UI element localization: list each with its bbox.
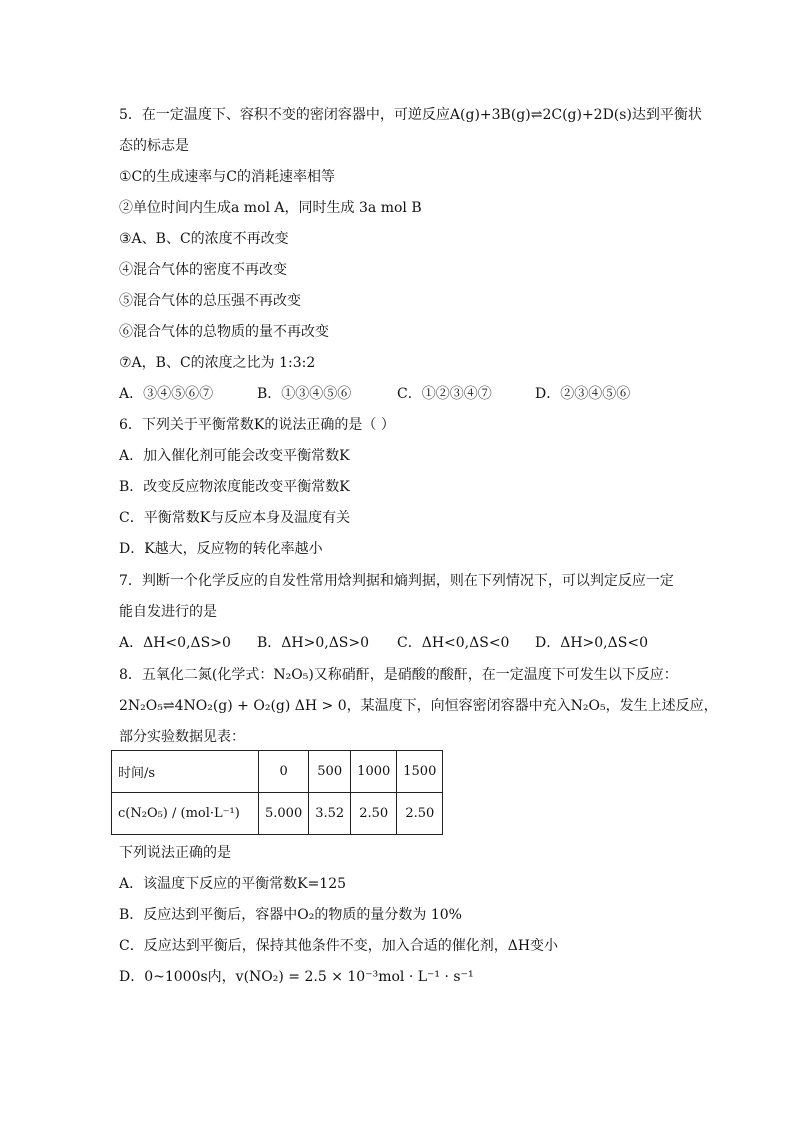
table-header-time: 时间/s bbox=[112, 751, 259, 793]
q5-item-6: ⑥混合气体的总物质的量不再改变 bbox=[119, 324, 329, 340]
table-row-concentration bbox=[112, 793, 443, 835]
q5-item-5: ⑤混合气体的总压强不再改变 bbox=[119, 293, 301, 309]
table-cell: 1500 bbox=[397, 751, 443, 793]
q8-stem-line-2: 2N₂O₅⇌4NO₂(g) + O₂(g) ΔH > 0，某温度下，向恒容密闭容器中充入N₂O₅，发生上述反应， bbox=[119, 698, 718, 714]
table-header-concentration: c(N₂O₅) / (mol·L⁻¹) bbox=[112, 793, 259, 835]
q8-option-d[interactable]: D．0~1000s内，v(NO₂) = 2.5 × 10⁻³mol · L⁻¹ · s⁻¹ bbox=[119, 969, 474, 985]
q5-stem-line-2: 态的标志是 bbox=[119, 138, 189, 154]
q8-stem-line-1: 8．五氧化二氮(化学式：N₂O₅)又称硝酐，是硝酸的酸酐，在一定温度下可发生以下反应： bbox=[119, 667, 678, 683]
q5-item-7: ⑦A，B、C的浓度之比为 1:3:2 bbox=[119, 355, 316, 371]
q6-option-c[interactable]: C．平衡常数K与反应本身及温度有关 bbox=[119, 510, 351, 526]
q5-option-b[interactable]: B．①③④⑤⑥ bbox=[257, 386, 352, 402]
q5-option-c[interactable]: C．①②③④⑦ bbox=[397, 386, 492, 402]
table-cell: 500 bbox=[309, 751, 351, 793]
q8-stem-line-3: 部分实验数据见表： bbox=[119, 729, 245, 745]
q8-option-b[interactable]: B．反应达到平衡后，容器中O₂的物质的量分数为 10% bbox=[119, 907, 462, 923]
table-cell: 2.50 bbox=[397, 793, 443, 835]
table-row-time bbox=[112, 751, 443, 793]
q6-stem: 6．下列关于平衡常数K的说法正确的是（ ） bbox=[119, 417, 395, 433]
q5-item-3: ③A、B、C的浓度不再改变 bbox=[119, 231, 289, 247]
q5-option-a[interactable]: A．③④⑤⑥⑦ bbox=[119, 386, 214, 402]
q8-option-c[interactable]: C．反应达到平衡后，保持其他条件不变，加入合适的催化剂，ΔH变小 bbox=[119, 938, 559, 954]
table-cell: 2.50 bbox=[351, 793, 397, 835]
experiment-data-table bbox=[111, 750, 443, 835]
q6-option-b[interactable]: B．改变反应物浓度能改变平衡常数K bbox=[119, 479, 350, 495]
table-cell: 0 bbox=[259, 751, 309, 793]
q8-question: 下列说法正确的是 bbox=[119, 845, 231, 861]
q7-option-d[interactable]: D．ΔH>0,ΔS<0 bbox=[535, 635, 648, 651]
q5-item-2: ②单位时间内生成a mol A，同时生成 3a mol B bbox=[119, 200, 422, 216]
q5-option-d[interactable]: D．②③④⑤⑥ bbox=[535, 386, 631, 402]
q7-option-c[interactable]: C．ΔH<0,ΔS<0 bbox=[397, 635, 510, 651]
q7-option-a[interactable]: A．ΔH<0,ΔS>0 bbox=[119, 635, 231, 651]
q8-option-a[interactable]: A．该温度下反应的平衡常数K=125 bbox=[119, 876, 347, 892]
q5-item-1: ①C的生成速率与C的消耗速率相等 bbox=[119, 169, 335, 185]
table-cell: 1000 bbox=[351, 751, 397, 793]
q7-stem-line-1: 7．判断一个化学反应的自发性常用焓判据和熵判据，则在下列情况下，可以判定反应一定 bbox=[119, 573, 674, 589]
q7-option-b[interactable]: B．ΔH>0,ΔS>0 bbox=[257, 635, 370, 651]
q6-option-d[interactable]: D．K越大，反应物的转化率越小 bbox=[119, 541, 323, 557]
table-cell: 3.52 bbox=[309, 793, 351, 835]
q6-option-a[interactable]: A．加入催化剂可能会改变平衡常数K bbox=[119, 448, 350, 464]
q5-item-4: ④混合气体的密度不再改变 bbox=[119, 262, 287, 278]
table-cell: 5.000 bbox=[259, 793, 309, 835]
q7-stem-line-2: 能自发进行的是 bbox=[119, 604, 217, 620]
q5-stem-line-1: 5．在一定温度下、容积不变的密闭容器中，可逆反应A(g)+3B(g)⇌2C(g)+2D(s)达到平衡状 bbox=[119, 107, 702, 123]
